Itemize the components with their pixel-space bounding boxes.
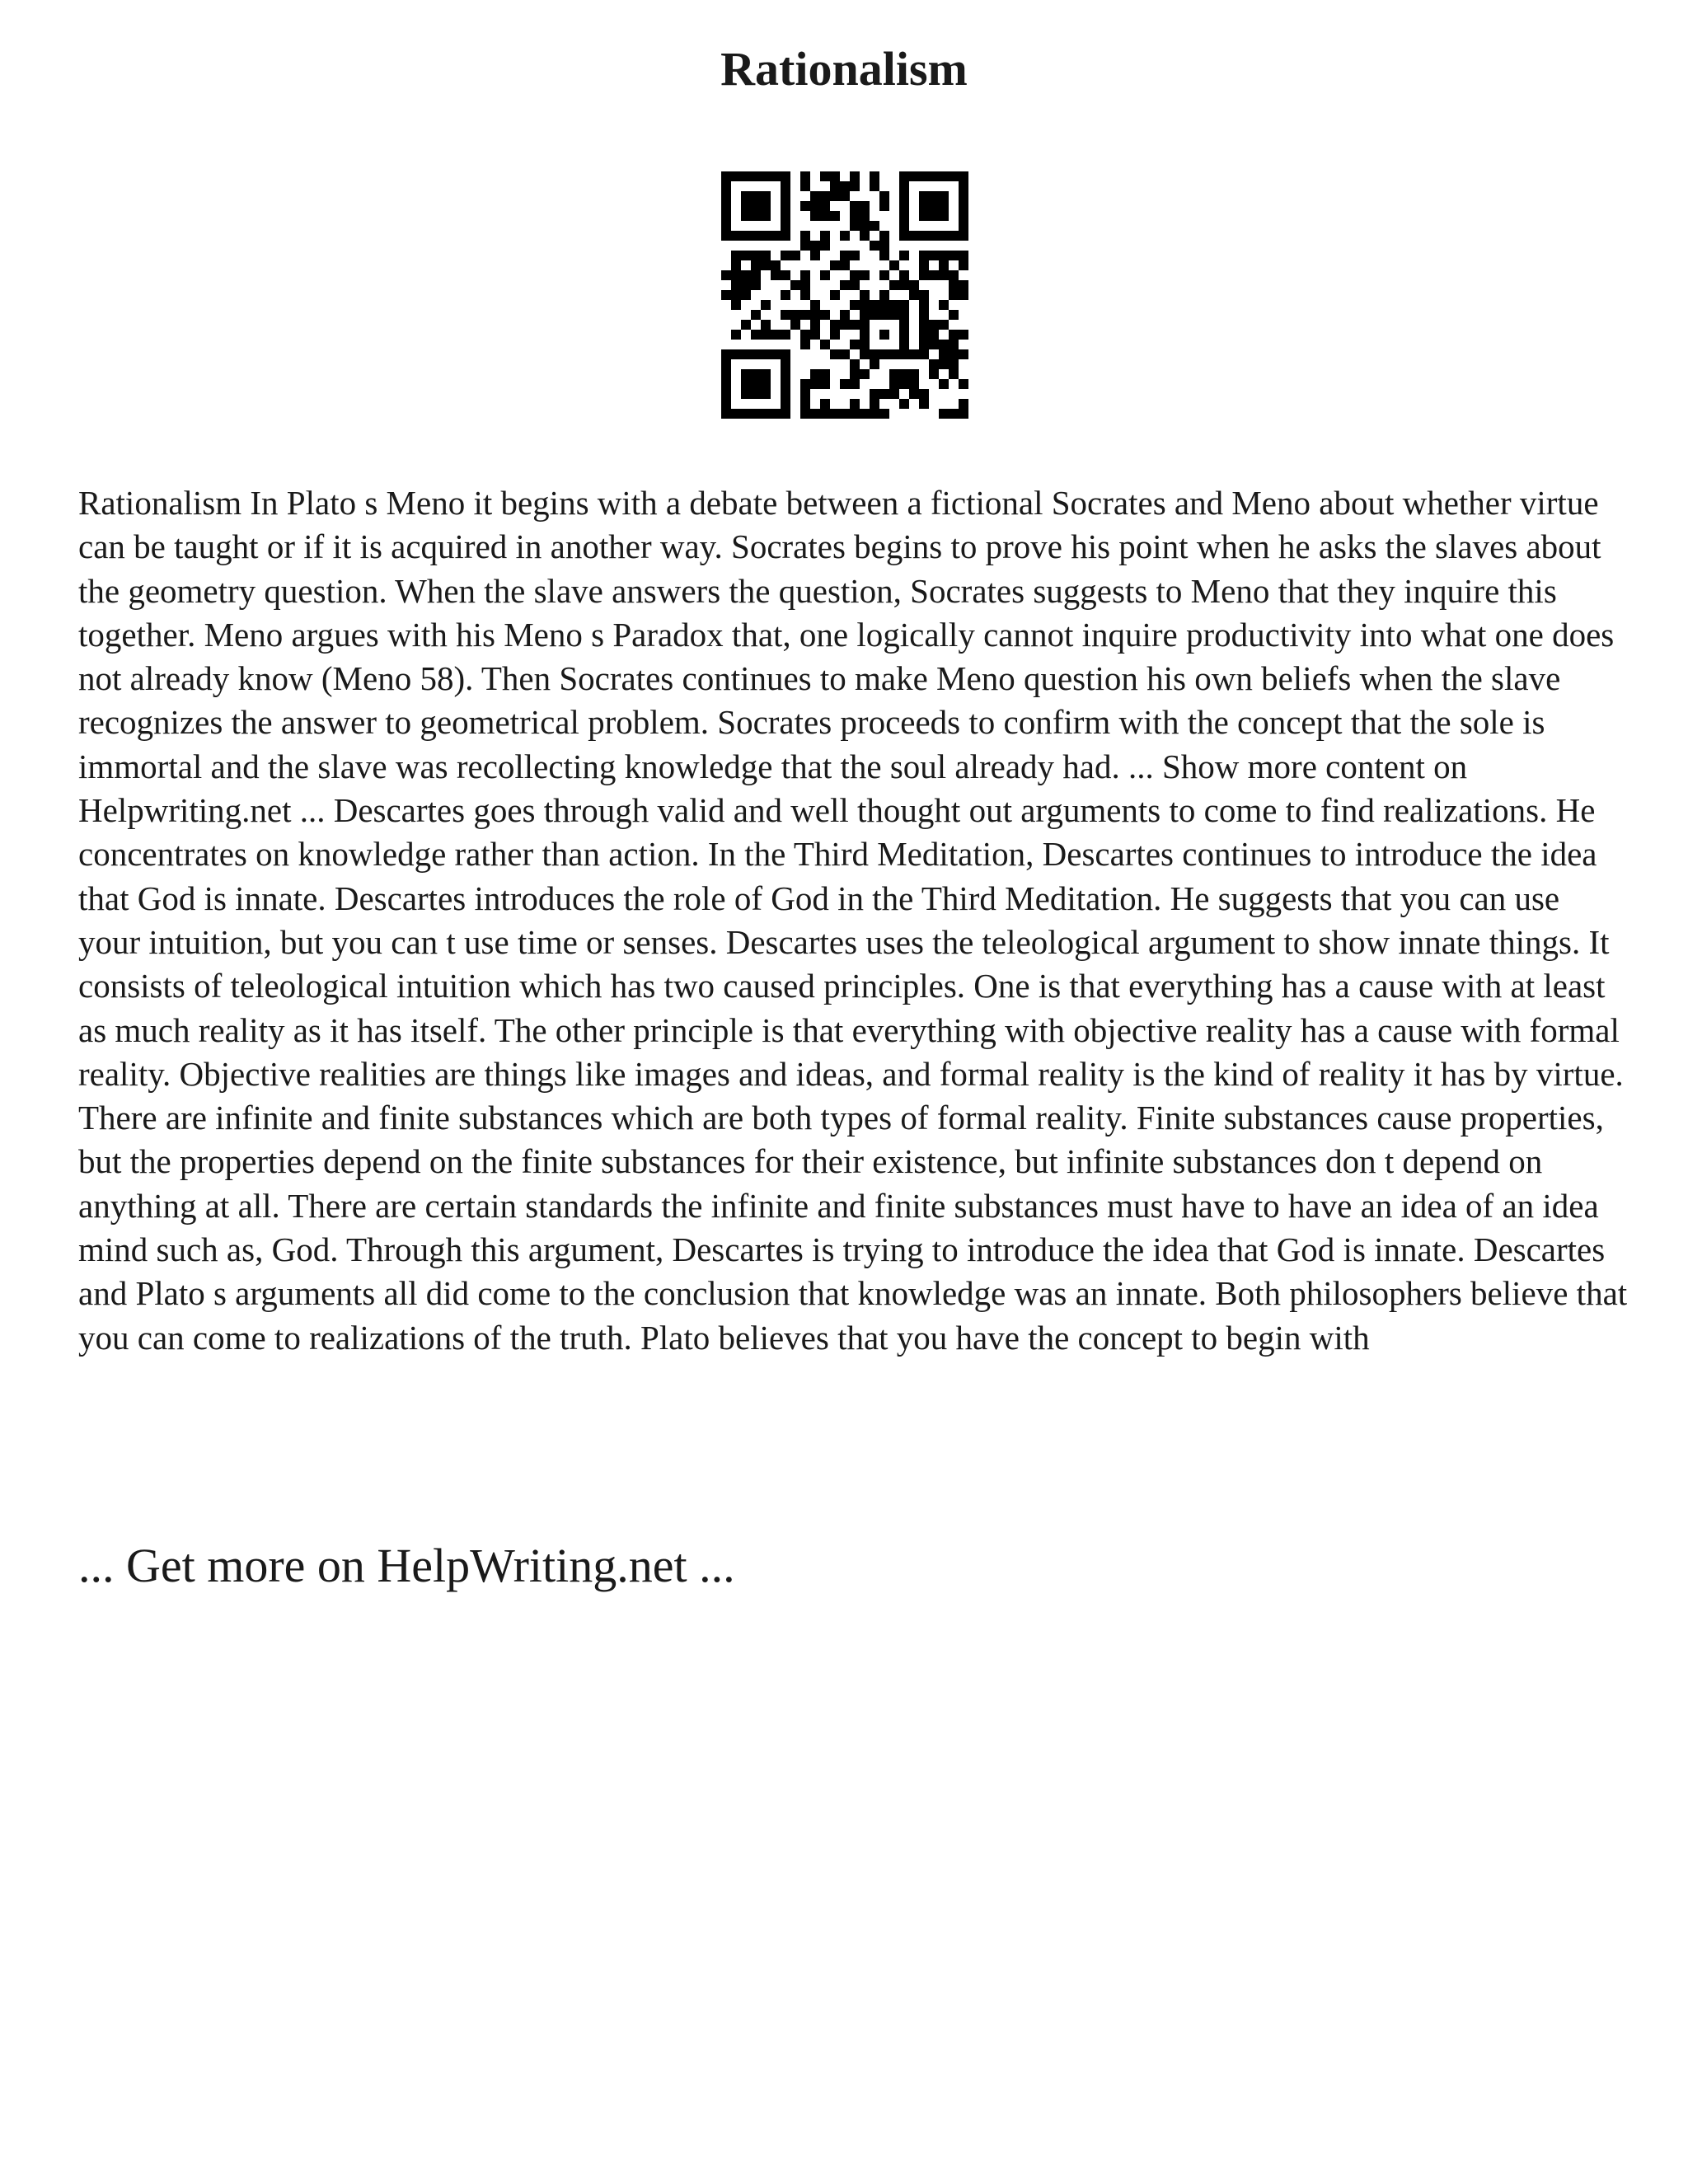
- qr-code-image: [721, 171, 968, 419]
- get-more-link[interactable]: ... Get more on HelpWriting.net ...: [78, 1539, 735, 1592]
- essay-body: Rationalism In Plato s Meno it begins with a debate between a fictional Socrates and Meno about whether virtue can be taught or if it is acquired in another way. Socrates begins to prove his point when he asks the slaves about the geometry question. When the slave answers the question, Socrates suggests to Meno that they inquire this together. Meno argues with his Meno s Paradox that, one logically cannot inquire productivity into what one does not already know (Meno 58). Then Socrates continues to make Meno question his own beliefs when the slave recognizes the answer to geometrical problem. Socrates proceeds to confirm with the concept that the sole is immortal and the slave was recollecting knowledge that the soul already had. ... Show more content on Helpwriting.net ... Descartes goes through valid and well thought out arguments to come to find realizations. He concentrates on knowledge rather than action. In the Third Meditation, Descartes continues to introduce the idea that God is innate. Descartes introduces the role of God in the Third Meditation. He suggests that you can use your intuition, but you can t use time or senses. Descartes uses the teleological argument to show innate things. It consists of teleological intuition which has two caused principles. One is that everything has a cause with at least as much reality as it has itself. The other principle is that everything with objective reality has a cause with formal reality. Objective realities are things like images and ideas, and formal reality is the kind of reality it has by virtue. There are infinite and finite substances which are both types of formal reality. Finite substances cause properties, but the properties depend on the finite substances for their existence, but infinite substances don t depend on anything at all. There are certain standards the infinite and finite substances must have to have an idea of an idea mind such as, God. Through this argument, Descartes is trying to introduce the idea that God is innate. Descartes and Plato s arguments all did come to the conclusion that knowledge was an innate. Both philosophers believe that you can come to realizations of the truth. Plato believes that you have the concept to begin with: [78, 484, 1628, 1357]
- qr-code: [721, 171, 968, 419]
- page-title: Rationalism: [720, 42, 968, 96]
